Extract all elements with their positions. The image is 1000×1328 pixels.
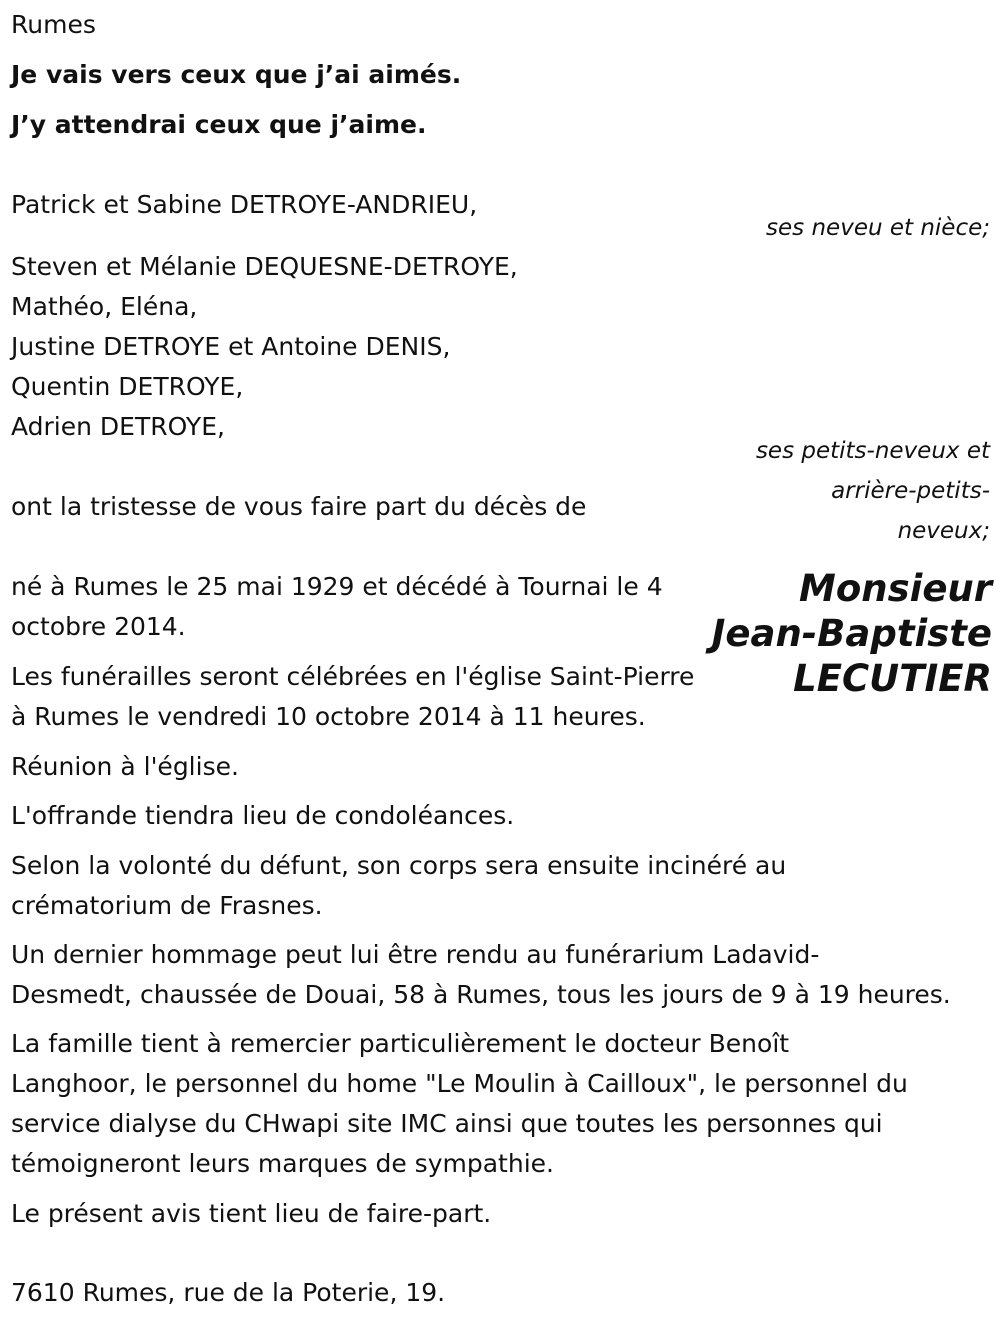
deceased-last-name: LECUTIER xyxy=(793,657,992,700)
body-line: crématorium de Frasnes. xyxy=(11,891,323,920)
family-member: Quentin DETROYE, xyxy=(11,372,244,401)
relation-note-1: ses neveu et nièce; xyxy=(766,215,990,241)
family-member: Mathéo, Eléna, xyxy=(11,292,198,321)
family-member: Justine DETROYE et Antoine DENIS, xyxy=(11,332,451,361)
deceased-title: Monsieur xyxy=(799,567,992,610)
body-line: Le présent avis tient lieu de faire-part. xyxy=(11,1199,492,1228)
relation-note-2-line-1: ses petits-neveux et xyxy=(755,438,990,464)
family-member: Adrien DETROYE, xyxy=(11,412,225,441)
body-line: Réunion à l'église. xyxy=(11,752,239,781)
body-line: né à Rumes le 25 mai 1929 et décédé à Tournai le 4 xyxy=(11,572,663,601)
body-line: Selon la volonté du défunt, son corps sera ensuite incinéré au xyxy=(11,851,787,880)
family-member: Patrick et Sabine DETROYE-ANDRIEU, xyxy=(11,190,478,219)
quote-line-2: J’y attendrai ceux que j’aime. xyxy=(11,110,427,139)
family-member: Steven et Mélanie DEQUESNE-DETROYE, xyxy=(11,252,518,281)
deceased-first-name: Jean-Baptiste xyxy=(711,612,992,655)
body-line: Langhoor, le personnel du home "Le Moulin à Cailloux", le personnel du xyxy=(11,1069,908,1098)
relation-note-2-line-3: neveux; xyxy=(897,518,990,544)
body-line: L'offrande tiendra lieu de condoléances. xyxy=(11,801,515,830)
body-line: à Rumes le vendredi 10 octobre 2014 à 11 heures. xyxy=(11,702,646,731)
body-line: octobre 2014. xyxy=(11,612,186,641)
body-line: La famille tient à remercier particulièrement le docteur Benoît xyxy=(11,1029,790,1058)
body-line: Un dernier hommage peut lui être rendu au funérarium Ladavid- xyxy=(11,940,820,969)
deceased-name-block xyxy=(712,566,992,701)
body-line: service dialyse du CHwapi site IMC ainsi que toutes les personnes qui xyxy=(11,1109,883,1138)
address-line: 7610 Rumes, rue de la Poterie, 19. xyxy=(11,1278,446,1307)
city-label: Rumes xyxy=(11,10,96,39)
body-line: Desmedt, chaussée de Douai, 58 à Rumes, tous les jours de 9 à 19 heures. xyxy=(11,980,951,1009)
quote-line-1: Je vais vers ceux que j’ai aimés. xyxy=(11,60,462,89)
body-line: Les funérailles seront célébrées en l'église Saint-Pierre xyxy=(11,662,695,691)
body-line: témoigneront leurs marques de sympathie. xyxy=(11,1149,554,1178)
relation-note-2-line-2: arrière-petits- xyxy=(831,478,990,504)
announcement-text: ont la tristesse de vous faire part du décès de xyxy=(11,492,587,521)
